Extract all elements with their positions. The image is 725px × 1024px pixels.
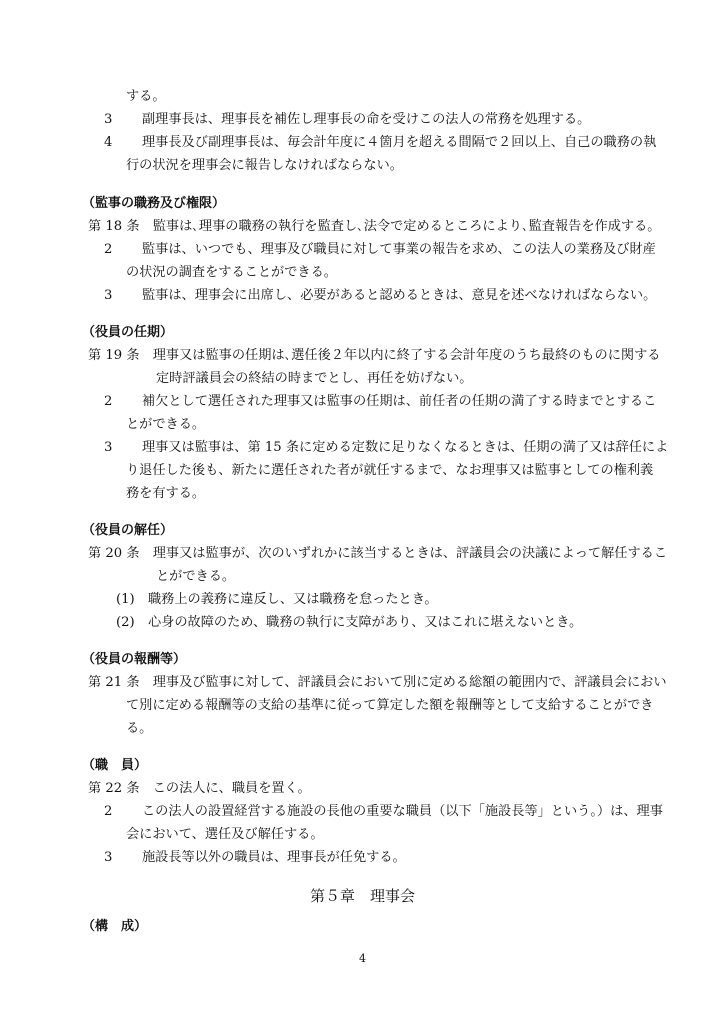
paragraph-line: 行の状況を理事会に報告しなければならない。: [126, 158, 403, 173]
paragraph-line: り退任した後も、新たに選任された者が就任するまで、なお理事又は監事としての権利義: [126, 463, 654, 478]
section-heading: （役員の報酬等）: [82, 652, 187, 667]
paragraph-line: の状況の調査をすることができる。: [126, 265, 337, 280]
section-heading: （監事の職務及び権限）: [82, 196, 226, 211]
article-line: 第 22 条 この法人に、職員を置く。: [88, 781, 311, 796]
paragraph-line: 会において、選任及び解任する。: [126, 827, 324, 842]
item-number: 4: [104, 135, 113, 150]
section-heading: （役員の解任）: [82, 523, 174, 538]
paragraph-line: する。: [126, 89, 166, 104]
section-heading: （構 成）: [82, 919, 148, 934]
paragraph-line: 理事長及び副理事長は、毎会計年度に４箇月を超える間隔で２回以上、自己の職務の執: [142, 135, 657, 150]
section-heading: （職 員）: [82, 758, 148, 773]
article-line: 第 18 条 監事は､理事の職務の執行を監査し､法令で定めるところにより､監査報告を作成する。: [88, 219, 661, 234]
paragraph-line: る。: [126, 721, 153, 736]
item-number: 2: [104, 394, 113, 409]
item-number: (2): [116, 615, 135, 630]
paragraph-line: 監事は、理事会に出席し、必要があると認めるときは、意見を述べなければならない。: [142, 288, 657, 303]
paragraph-line: とができる。: [126, 417, 206, 432]
page-number: 4: [359, 952, 366, 965]
item-number: 2: [104, 242, 113, 257]
item-number: 3: [104, 440, 113, 455]
paragraph-line: とができる。: [156, 569, 236, 584]
item-number: 2: [104, 804, 113, 819]
paragraph-line: 補欠として選任された理事又は監事の任期は、前任者の任期の満了する時までとするこ: [142, 394, 657, 409]
article-line: 第 21 条 理事及び監事に対して、評議員会において別に定める総額の範囲内で、評議員会におい: [88, 675, 667, 690]
paragraph-line: 理事又は監事は、第 15 条に定める定数に足りなくなるときは、任期の満了又は辞任によ: [142, 440, 669, 455]
paragraph-line: 監事は、いつでも、理事及び職員に対して事業の報告を求め、この法人の業務及び財産: [142, 242, 656, 257]
paragraph-line: 心身の故障のため、職務の執行に支障があり、又はこれに堪えないとき。: [148, 615, 583, 630]
paragraph-line: 定時評議員会の終結の時までとし、再任を妨げない。: [156, 371, 473, 386]
article-line: 第 20 条 理事又は監事が、次のいずれかに該当するときは、評議員会の決議によって解任するこ: [88, 546, 668, 561]
paragraph-line: この法人の設置経営する施設の長他の重要な職員（以下「施設長等」という。）は、理事: [142, 804, 663, 819]
section-heading: （役員の任期）: [82, 325, 174, 340]
paragraph-line: 職務上の義務に違反し、又は職務を怠ったとき。: [148, 592, 438, 607]
paragraph-line: て別に定める報酬等の支給の基準に従って算定した額を報酬等として支給することができ: [126, 698, 654, 713]
item-number: 3: [104, 112, 113, 127]
item-number: 3: [104, 288, 113, 303]
paragraph-line: 務を有する。: [126, 486, 206, 501]
item-number: 3: [104, 850, 113, 865]
paragraph-line: 施設長等以外の職員は、理事長が任免する。: [142, 850, 406, 865]
item-number: (1): [116, 592, 135, 607]
paragraph-line: 副理事長は、理事長を補佐し理事長の命を受けこの法人の常務を処理する。: [142, 112, 591, 127]
article-line: 第 19 条 理事又は監事の任期は､選任後２年以内に終了する会計年度のうち最終のものに関する: [88, 348, 661, 363]
chapter-title: 第５章 理事会: [309, 887, 415, 905]
